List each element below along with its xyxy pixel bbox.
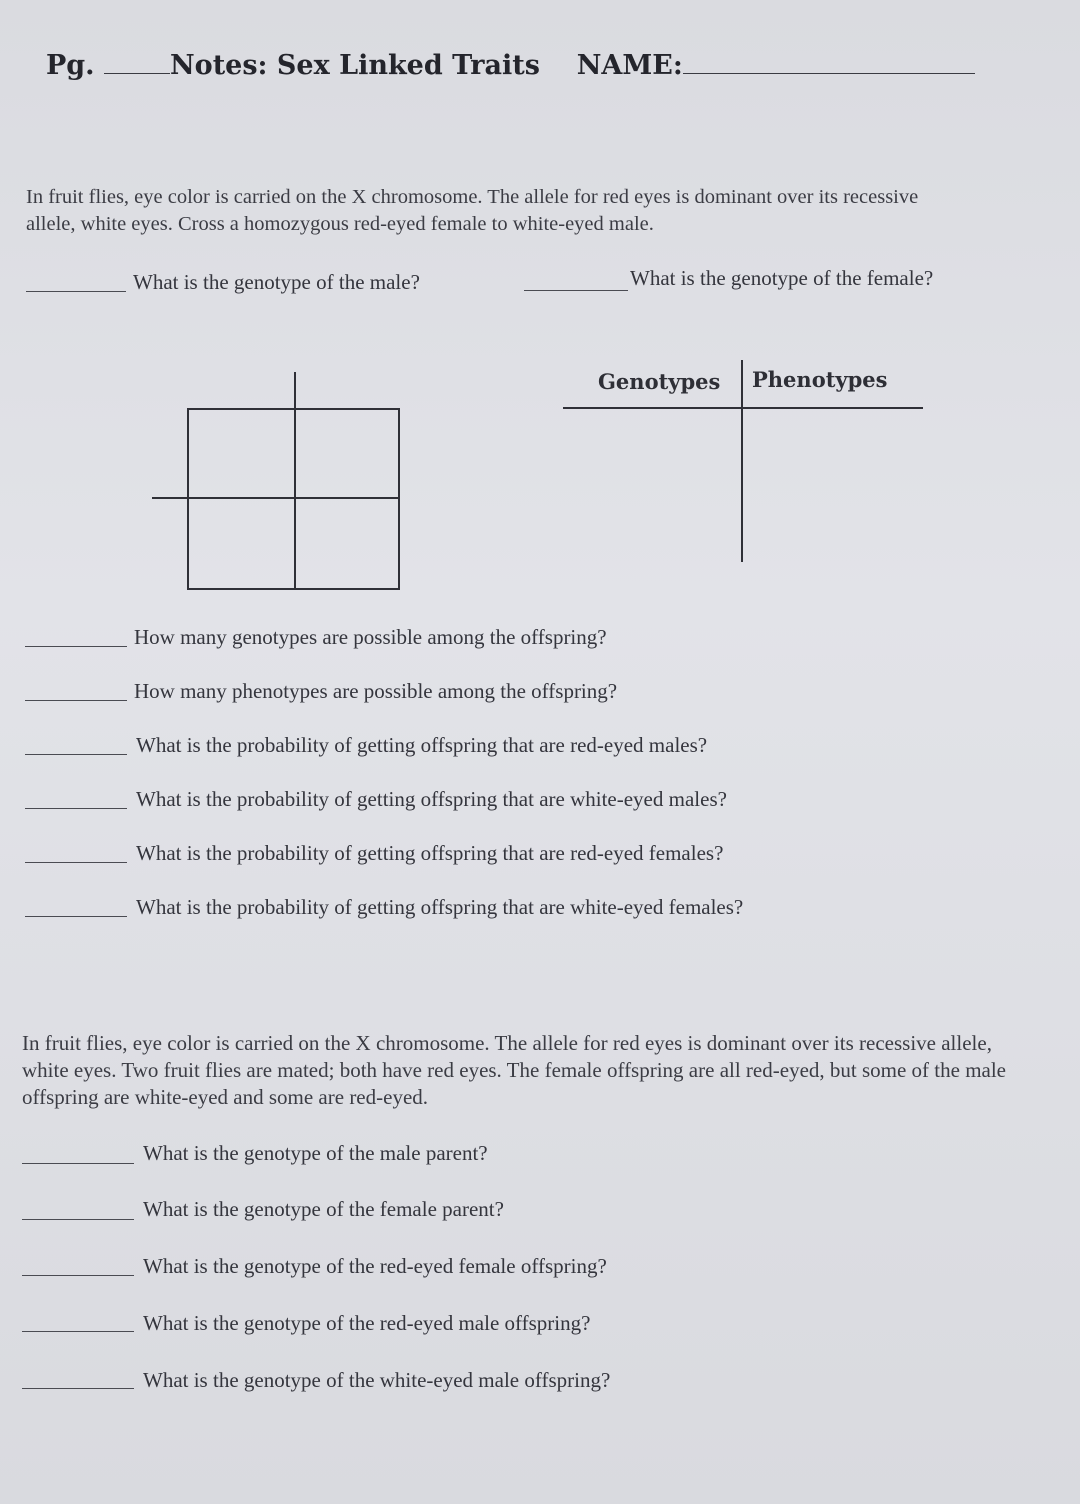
question-red-female-offspring-genotype: What is the genotype of the red-eyed female offspring?: [143, 1254, 607, 1278]
answer-blank[interactable]: [25, 808, 127, 809]
question-red-male-offspring-genotype: What is the genotype of the red-eyed male offspring?: [143, 1311, 591, 1335]
female-genotype-blank[interactable]: [524, 290, 628, 291]
question-male-parent-genotype: What is the genotype of the male parent?: [143, 1141, 488, 1165]
punnett-left-line: [187, 408, 189, 590]
punnett-right-line: [398, 408, 400, 590]
question-prob-red-males: What is the probability of getting offspring that are red-eyed males?: [136, 733, 708, 757]
female-genotype-question: What is the genotype of the female?: [630, 266, 934, 290]
answer-blank[interactable]: [25, 916, 127, 917]
pg-label: Pg.: [46, 50, 95, 81]
answer-blank[interactable]: [22, 1275, 134, 1276]
question-prob-red-females: What is the probability of getting offspring that are red-eyed females?: [136, 841, 724, 865]
male-genotype-question: What is the genotype of the male?: [133, 270, 420, 294]
question-female-parent-genotype: What is the genotype of the female parent?: [143, 1197, 504, 1221]
pg-number-blank[interactable]: [104, 73, 170, 74]
problem2-paragraph: In fruit flies, eye color is carried on the X chromosome. The allele for red eyes is dominant over its recessive allele, white eyes. Two fruit flies are mated; both have red eyes. The female offspring are all red-eyed, but some of the male offspring are white-eyed and some are red-eyed.: [22, 1031, 1007, 1109]
header-line: [46, 50, 975, 81]
male-genotype-blank[interactable]: [26, 291, 126, 292]
tchart-horizontal-line: [563, 407, 923, 409]
question-prob-white-females: What is the probability of getting offspring that are white-eyed females?: [136, 895, 744, 919]
name-label: NAME:: [576, 50, 683, 81]
answer-blank[interactable]: [25, 754, 127, 755]
answer-blank[interactable]: [22, 1219, 134, 1220]
question-white-male-offspring-genotype: What is the genotype of the white-eyed male offspring?: [143, 1368, 611, 1392]
worksheet-title: Notes: Sex Linked Traits: [170, 50, 540, 81]
tchart-vertical-line: [741, 360, 743, 562]
name-blank[interactable]: [683, 73, 975, 74]
question-genotype-count: How many genotypes are possible among the offspring?: [134, 625, 607, 649]
answer-blank[interactable]: [22, 1163, 134, 1164]
answer-blank[interactable]: [22, 1388, 134, 1389]
question-phenotype-count: How many phenotypes are possible among the offspring?: [134, 679, 618, 703]
answer-blank[interactable]: [25, 700, 127, 701]
answer-blank[interactable]: [25, 862, 127, 863]
genotypes-header: Genotypes: [598, 369, 721, 394]
problem1-paragraph: In fruit flies, eye color is carried on the X chromosome. The allele for red eyes is dominant over its recessive allele, white eyes. Cross a homozygous red-eyed female to white-eyed male.: [26, 186, 919, 235]
question-prob-white-males: What is the probability of getting offspring that are white-eyed males?: [136, 787, 727, 811]
answer-blank[interactable]: [25, 646, 127, 647]
answer-blank[interactable]: [22, 1331, 134, 1332]
punnett-top-line: [187, 408, 399, 410]
punnett-horizontal-divider: [152, 497, 400, 499]
punnett-vertical-divider: [294, 372, 296, 590]
phenotypes-header: Phenotypes: [752, 367, 888, 392]
